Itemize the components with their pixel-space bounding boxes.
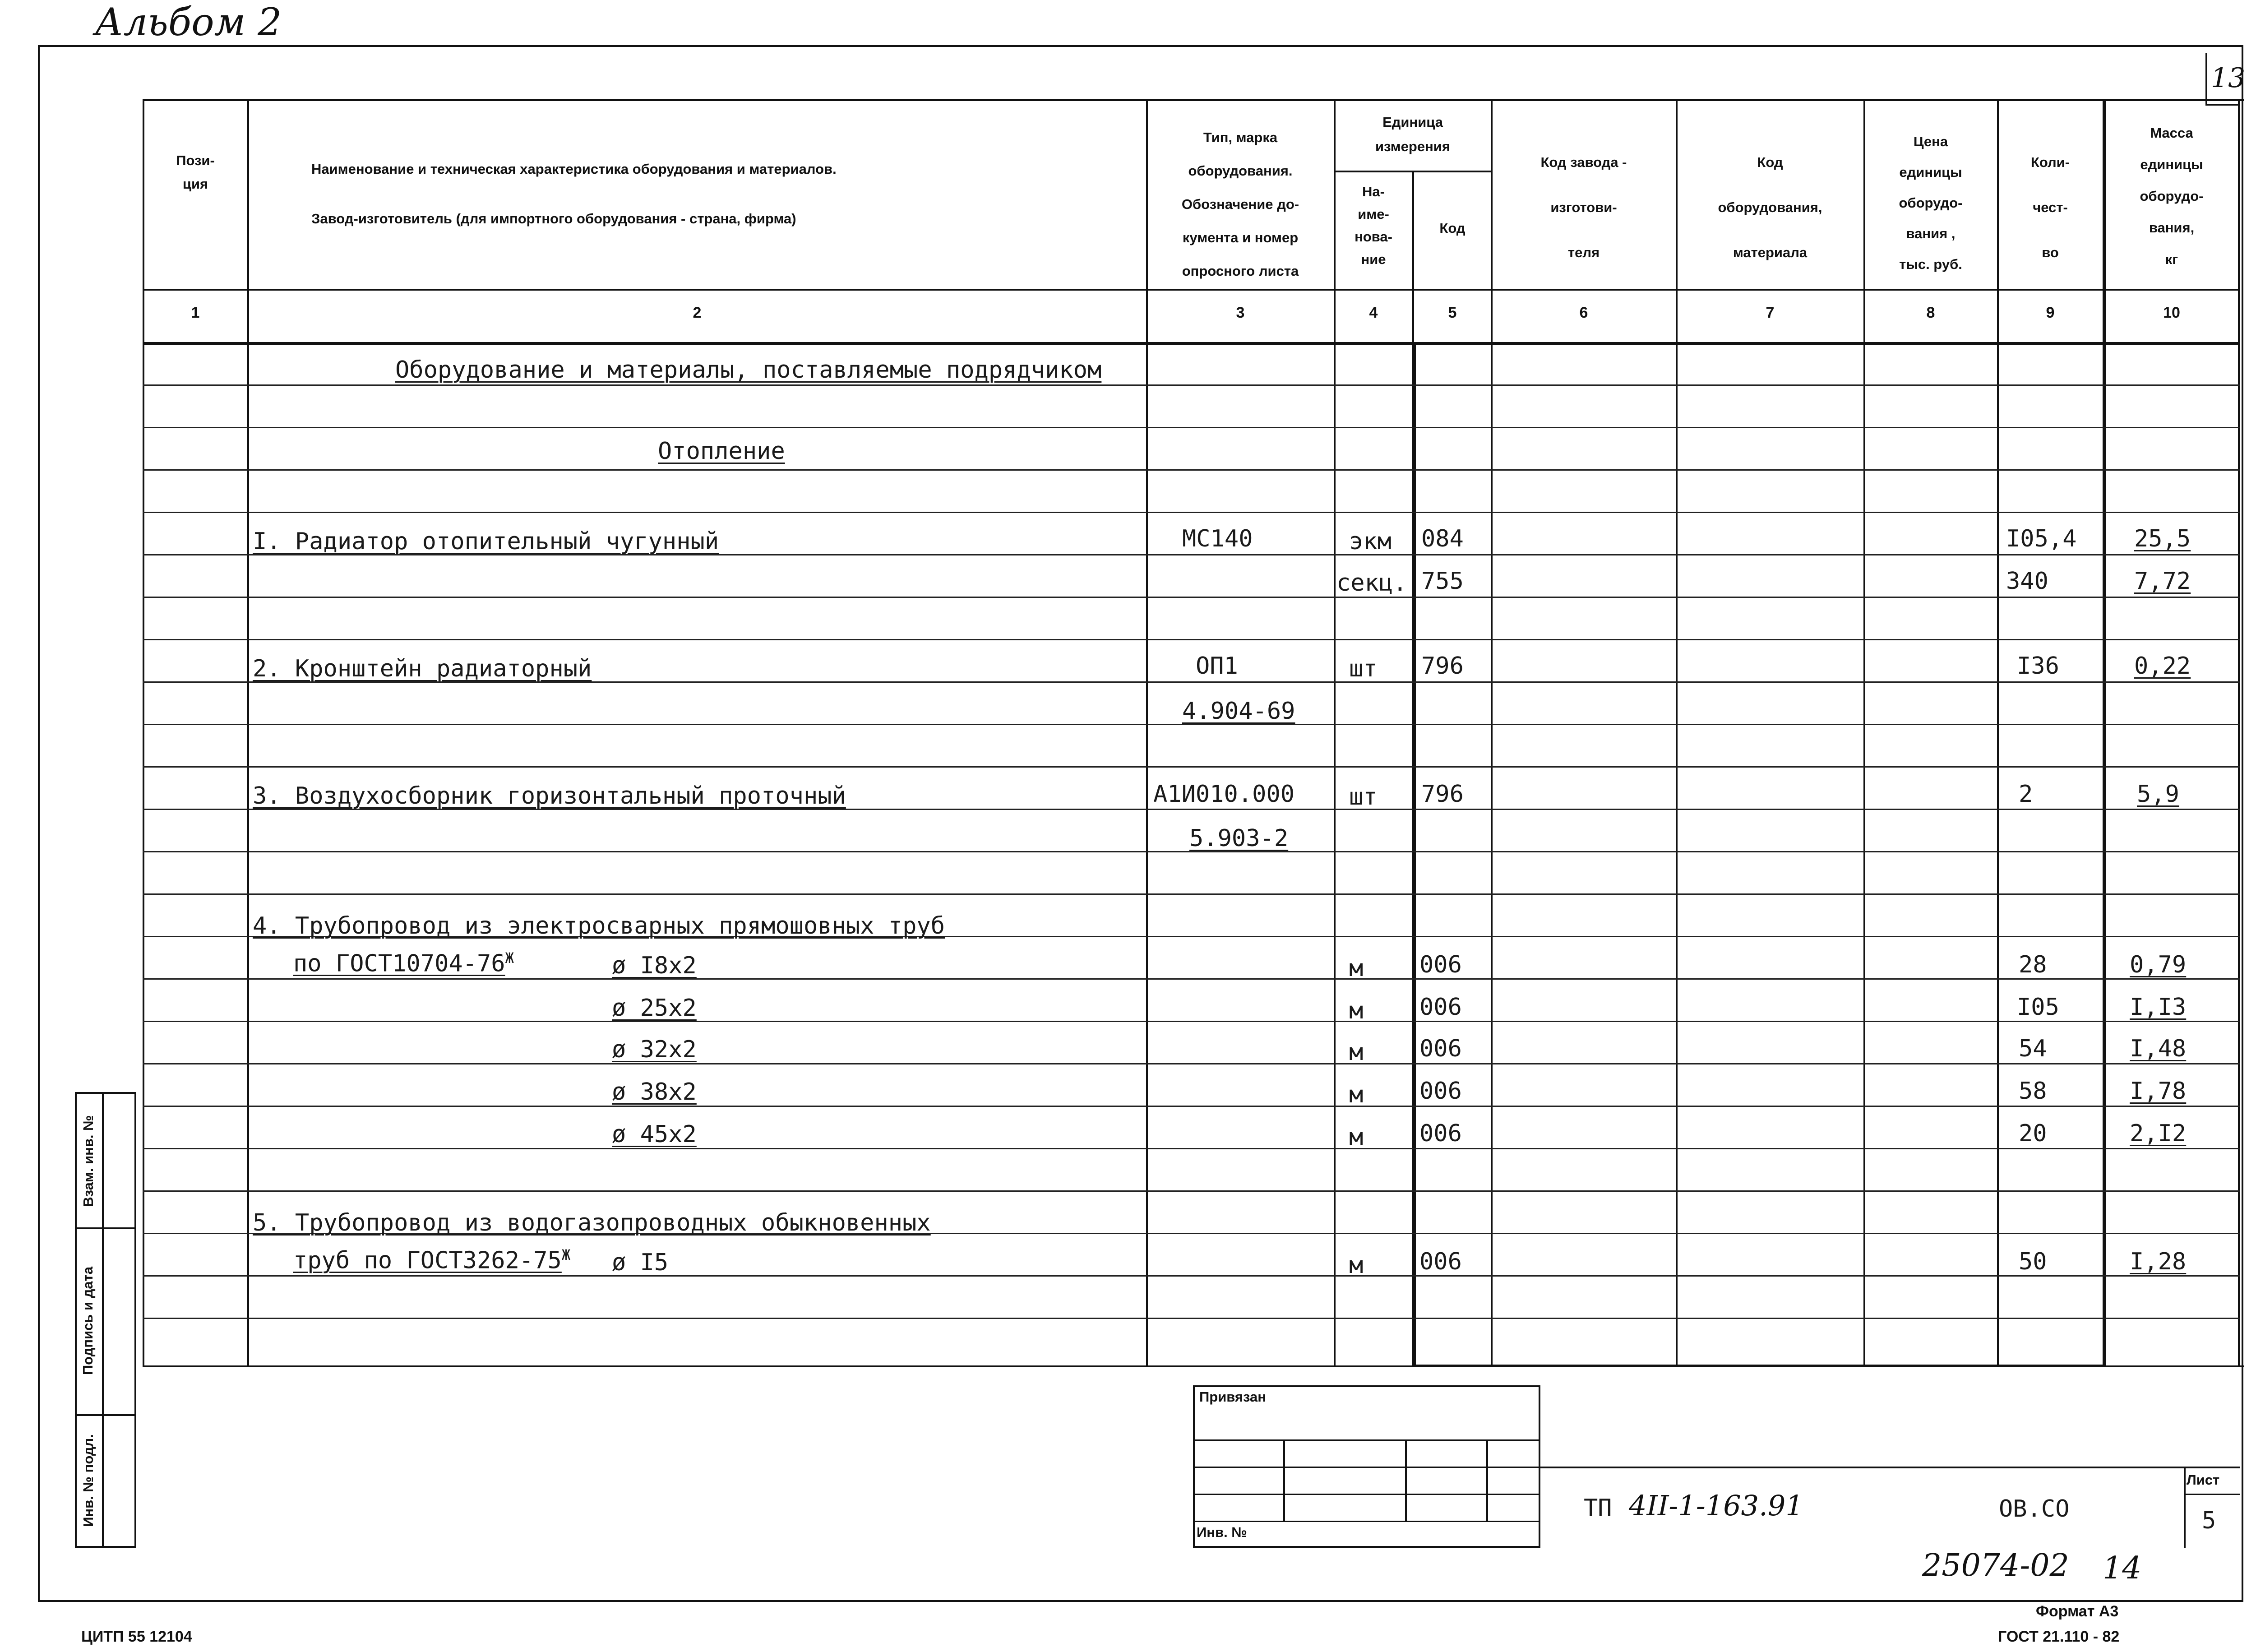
list-number: 5 <box>2202 1507 2216 1534</box>
item-dia-5: ø I5 <box>612 1249 669 1276</box>
item-name-5b: труб по $ГОСТ3262-75^Ж$ <box>293 1246 571 1274</box>
subsection-title: Отопление <box>658 438 785 465</box>
inv-no-label: Инв. № <box>1197 1524 1247 1540</box>
side-stamp-podpis: Подпись и дата <box>80 1266 96 1375</box>
item-qty-4a: 28 <box>2019 951 2047 978</box>
col-header-unit-name: На- име- нова- ние <box>1355 184 1392 267</box>
item-qty-1: I05,4 <box>2006 525 2077 552</box>
item-code-4c: 006 <box>1419 1035 1462 1062</box>
item-unit-4a: м <box>1349 955 1364 982</box>
item-code-2: 796 <box>1421 652 1464 680</box>
item-code-5: 006 <box>1419 1248 1462 1275</box>
item-type-2: ОП1 <box>1196 652 1238 680</box>
item-unit-4e: м <box>1349 1124 1364 1151</box>
item-code-4e: 006 <box>1419 1120 1462 1147</box>
item-qty-3: 2 <box>2019 781 2033 808</box>
item-name-3: 3. Воздухосборник горизонтальный проточный <box>253 782 846 810</box>
item-type-3: А1И010.000 <box>1153 781 1295 808</box>
item-dia-4d: ø 38x2 <box>612 1078 697 1106</box>
col-num-9: 9 <box>2046 304 2055 321</box>
col-num-7: 7 <box>1766 304 1775 321</box>
item-type-2b: 4.904-69 <box>1182 698 1295 725</box>
item-mass-5: I,28 <box>2130 1248 2187 1275</box>
item-dia-4c: ø 32x2 <box>612 1036 697 1063</box>
album-caption: Альбом 2 <box>95 0 282 44</box>
item-name-2: 2. Кронштейн радиаторный <box>253 655 592 682</box>
item-mass-1b: 7,72 <box>2134 568 2191 595</box>
col-num-3: 3 <box>1236 304 1245 321</box>
item-dia-4e: ø 45x2 <box>612 1121 697 1148</box>
footnote-mark: Ж <box>505 949 514 967</box>
item-name-4: 4. Трубопровод из электросварных прямошовных труб <box>253 912 945 939</box>
col-header-plant-code: Код завода - изготови- теля <box>1540 154 1627 260</box>
doc-mark: ОВ.СО <box>1999 1495 2070 1522</box>
item-qty-4d: 58 <box>2019 1078 2047 1105</box>
col-header-qty: Коли- чест- во <box>2030 154 2070 260</box>
item-qty-5: 50 <box>2019 1248 2047 1275</box>
list-label: Лист <box>2187 1472 2220 1488</box>
col-header-unit-code: Код <box>1439 220 1465 236</box>
col-num-6: 6 <box>1579 304 1588 321</box>
sheet-corner-number: 13 <box>2211 62 2246 94</box>
item-qty-2: I36 <box>2017 652 2059 680</box>
item-mass-1: 25,5 <box>2134 525 2191 552</box>
section-title: Оборудование и материалы, поставляемые подрядчиком <box>395 356 1102 384</box>
item-unit-1b: секц. <box>1336 569 1407 597</box>
item-mass-4e: 2,I2 <box>2130 1120 2187 1147</box>
col-num-1: 1 <box>191 304 200 321</box>
item-code-1: 084 <box>1421 525 1464 552</box>
item-type-1: МС140 <box>1182 525 1253 552</box>
col-header-pos: Пози- ция <box>176 153 215 192</box>
item-unit-4d: м <box>1349 1081 1364 1108</box>
item-mass-2: 0,22 <box>2134 652 2191 680</box>
item-mass-4d: I,78 <box>2130 1078 2187 1105</box>
col-num-4: 4 <box>1369 304 1378 321</box>
item-qty-4b: I05 <box>2017 994 2059 1021</box>
item-code-4d: 006 <box>1419 1078 1462 1105</box>
col-header-unit-group: Единица измерения <box>1375 114 1450 154</box>
col-header-type: Тип, марка оборудования. Обозначение до- кумента и номер опросного листа <box>1181 130 1299 279</box>
item-mass-4a: 0,79 <box>2130 951 2187 978</box>
item-dia-4b: ø 25x2 <box>612 995 697 1022</box>
doc-number: 4II-1-163.91 <box>1629 1489 1803 1522</box>
col-header-name: Наименование и техническая характеристика оборудования и материалов. Завод-изготовитель (для импортного оборудования - страна, фирма) <box>311 161 837 227</box>
item-mass-4c: I,48 <box>2130 1035 2187 1062</box>
side-stamp-vzam: Взам. инв. № <box>80 1115 96 1207</box>
item-dia-4a: ø I8x2 <box>612 952 697 979</box>
print-label: ЦИТП 55 12104 <box>81 1628 192 1645</box>
col-header-price: Цена единицы оборудо- вания , тыс. руб. <box>1899 134 1963 272</box>
handwritten-page: 14 <box>2103 1550 2142 1586</box>
col-num-8: 8 <box>1926 304 1935 321</box>
footnote-mark: Ж <box>561 1246 571 1263</box>
col-header-mass: Масса единицы оборудо- вания, кг <box>2140 125 2204 267</box>
item-name-5: 5. Трубопровод из водогазопроводных обыкновенных <box>253 1209 931 1236</box>
col-num-5: 5 <box>1448 304 1457 321</box>
item-name-4b: по $ГОСТ10704-76^Ж$ <box>293 949 514 977</box>
item-unit-3: шт <box>1349 783 1378 810</box>
item-code-1b: 755 <box>1421 568 1464 595</box>
item-name-1: I. Радиатор отопительный чугунный <box>253 528 719 555</box>
privyazan-label: Привязан <box>1199 1389 1266 1405</box>
gost-label: ГОСТ 21.110 - 82 <box>1998 1628 2120 1645</box>
item-unit-4b: м <box>1349 997 1364 1024</box>
item-code-4a: 006 <box>1419 951 1462 978</box>
side-stamp-inv-podl: Инв. № подл. <box>80 1434 96 1527</box>
item-code-3: 796 <box>1421 781 1464 808</box>
item-mass-4b: I,I3 <box>2130 994 2187 1021</box>
item-unit-1: экм <box>1349 528 1392 555</box>
item-unit-4c: м <box>1349 1039 1364 1066</box>
doc-code: ТП <box>1584 1495 1612 1522</box>
item-mass-3: 5,9 <box>2137 781 2179 808</box>
item-qty-1b: 340 <box>2006 568 2048 595</box>
col-num-2: 2 <box>693 304 702 321</box>
item-qty-4e: 20 <box>2019 1120 2047 1147</box>
item-code-4b: 006 <box>1419 994 1462 1021</box>
format-label: Формат А3 <box>2036 1603 2119 1620</box>
item-type-3b: 5.903-2 <box>1189 825 1289 852</box>
item-unit-2: шт <box>1349 655 1378 682</box>
col-num-10: 10 <box>2163 304 2180 321</box>
handwritten-number: 25074-02 <box>1922 1548 2069 1583</box>
item-qty-4c: 54 <box>2019 1035 2047 1062</box>
item-unit-5: м <box>1349 1252 1364 1279</box>
col-header-equip-code: Код оборудования, материала <box>1718 154 1822 260</box>
